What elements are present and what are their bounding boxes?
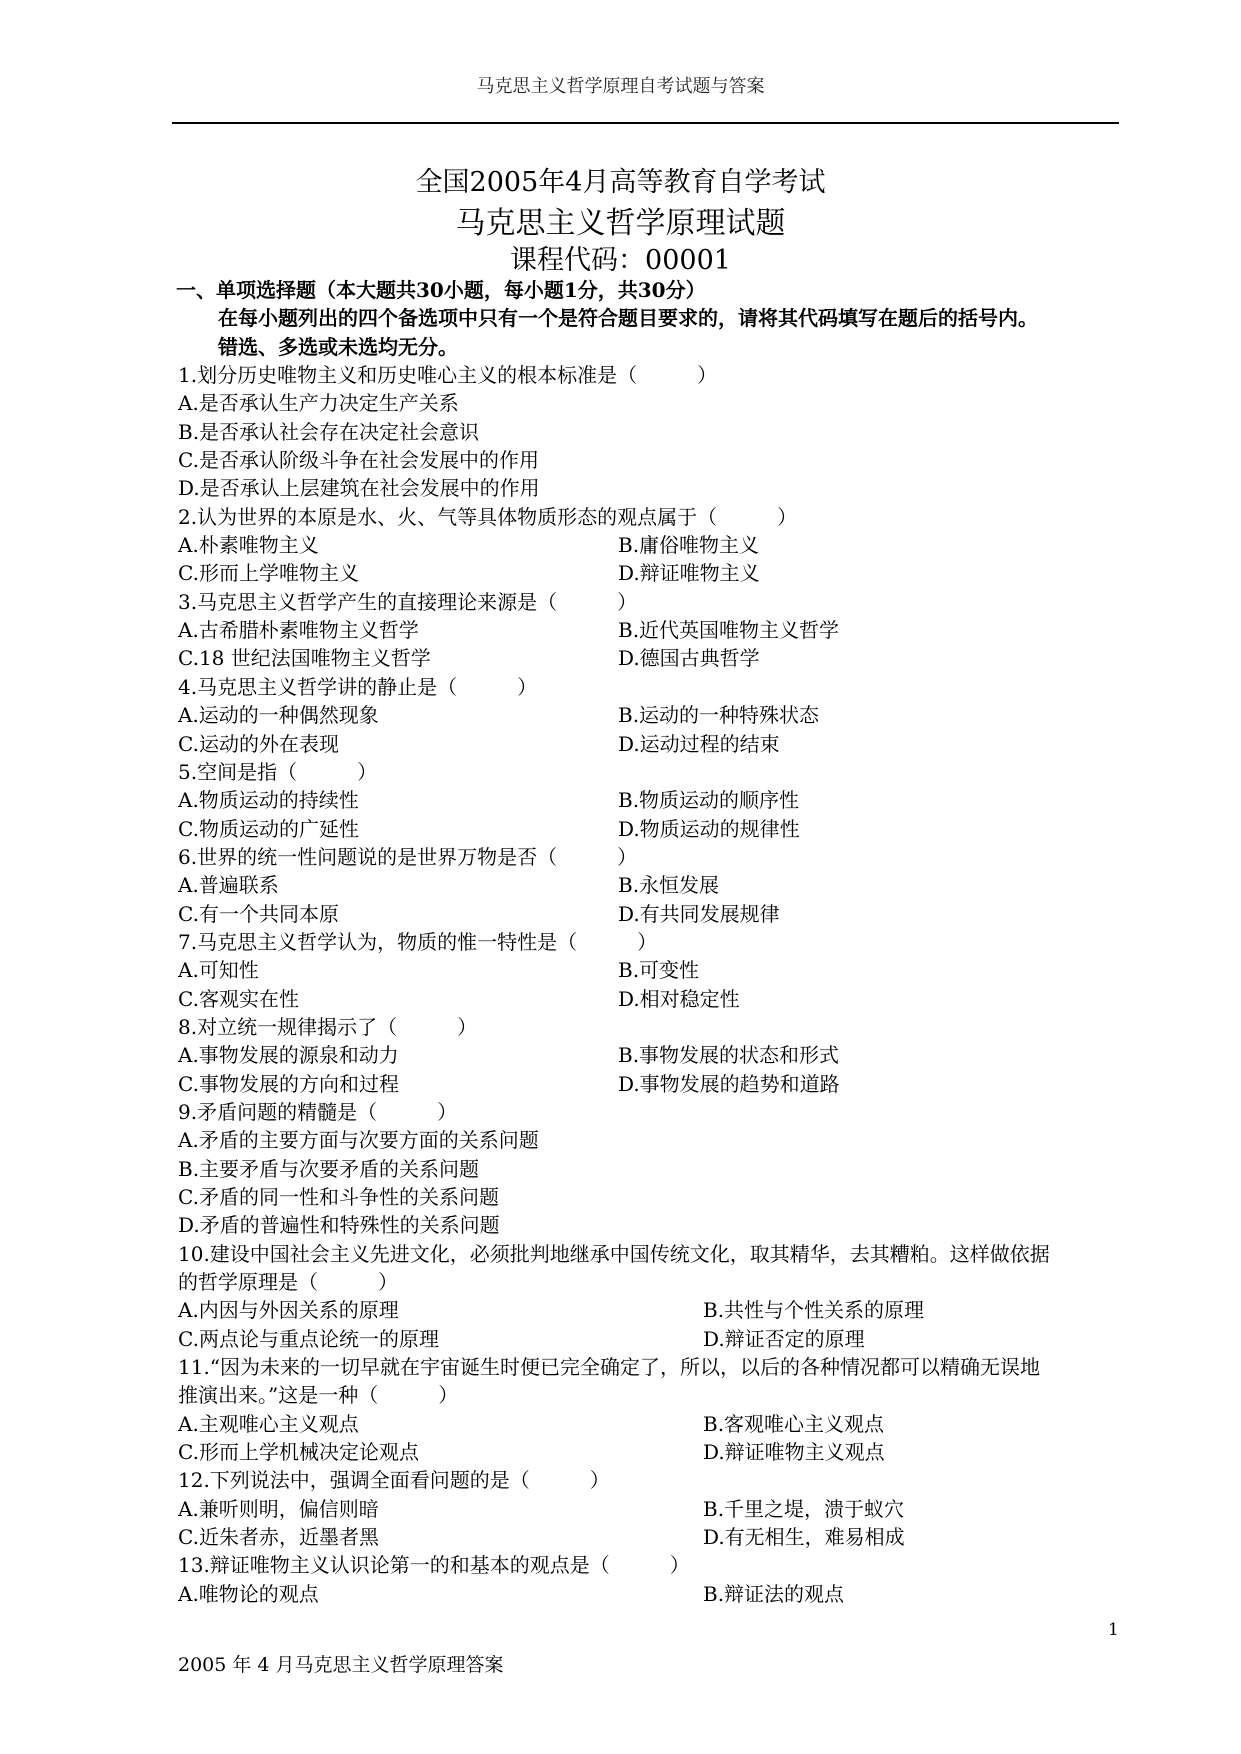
option-row	[178, 1325, 1128, 1353]
page-number: 1	[1108, 1620, 1119, 1640]
option-row	[178, 1580, 1128, 1608]
option-row	[178, 1070, 1128, 1098]
option-row	[178, 701, 1128, 729]
option: A.事物发展的源泉和动力	[178, 1043, 399, 1068]
option: D.是否承认上层建筑在社会发展中的作用	[178, 476, 540, 501]
question-stem: 1.划分历史唯物主义和历史唯心主义的根本标准是（ ）	[178, 363, 718, 388]
option: A.可知性	[178, 958, 259, 983]
subject-title: 马克思主义哲学原理试题	[455, 206, 786, 241]
option: C.事物发展的方向和过程	[178, 1071, 399, 1096]
option: D.物质运动的规律性	[618, 816, 800, 841]
option: B.客观唯心主义观点	[703, 1411, 885, 1436]
option: D.事物发展的趋势和道路	[618, 1071, 840, 1096]
option-row	[178, 786, 1128, 814]
option: B.可变性	[618, 958, 700, 983]
option: B.近代英国唯物主义哲学	[618, 618, 840, 643]
option: D.德国古典哲学	[618, 646, 760, 671]
option-row	[178, 730, 1128, 758]
option: B.庸俗唯物主义	[618, 533, 760, 558]
option: A.内因与外因关系的原理	[178, 1298, 399, 1323]
question-stem: 6.世界的统一性问题说的是世界万物是否（ ）	[178, 844, 638, 869]
option-row	[178, 1523, 1128, 1551]
option: A.普遍联系	[178, 873, 279, 898]
section-instruction: 错选、多选或未选均无分。	[218, 334, 458, 359]
option: C.矛盾的同一性和斗争性的关系问题	[178, 1185, 499, 1209]
option-row	[178, 815, 1128, 843]
option: D.运动过程的结束	[618, 731, 780, 756]
option-row	[178, 1495, 1128, 1523]
option-row	[178, 900, 1128, 928]
question-stem-cont: 推演出来。”这是一种（ ）	[178, 1383, 459, 1408]
option: A.古希腊朴素唯物主义哲学	[178, 618, 419, 643]
option: D.相对稳定性	[618, 986, 740, 1011]
option-row	[178, 1041, 1128, 1069]
option: A.是否承认生产力决定生产关系	[178, 391, 459, 416]
course-code: 课程代码：00001	[510, 245, 731, 276]
option-row	[178, 985, 1128, 1013]
option: A.运动的一种偶然现象	[178, 703, 379, 728]
option: D.辩证否定的原理	[703, 1326, 865, 1351]
option: A.唯物论的观点	[178, 1581, 319, 1606]
question-stem: 12.下列说法中，强调全面看问题的是（ ）	[178, 1468, 610, 1493]
option: A.朴素唯物主义	[178, 533, 319, 558]
option: C.物质运动的广延性	[178, 816, 359, 841]
section-heading: 一、单项选择题（本大题共30小题，每小题1分，共30分）	[176, 278, 706, 302]
option: A.兼听则明，偏信则暗	[178, 1496, 379, 1521]
question-stem: 8.对立统一规律揭示了（ ）	[178, 1014, 478, 1039]
option: B.永恒发展	[618, 873, 720, 898]
option-row	[178, 559, 1128, 587]
question-content	[178, 276, 1128, 1608]
option: C.是否承认阶级斗争在社会发展中的作用	[178, 448, 539, 473]
option: D.辩证唯物主义	[618, 561, 760, 586]
option: C.18 世纪法国唯物主义哲学	[178, 646, 431, 671]
question-stem: 9.矛盾问题的精髓是（ ）	[178, 1099, 458, 1124]
option: B.运动的一种特殊状态	[618, 703, 820, 728]
exam-title: 全国2005年4月高等教育自学考试	[415, 167, 826, 198]
question-stem: 3.马克思主义哲学产生的直接理论来源是（ ）	[178, 589, 638, 614]
option: D.矛盾的普遍性和特殊性的关系问题	[178, 1213, 500, 1238]
section-instruction: 在每小题列出的四个备选项中只有一个是符合题目要求的，请将其代码填写在题后的括号内。	[218, 306, 1038, 331]
running-footer: 2005 年 4 月马克思主义哲学原理答案	[178, 1654, 504, 1676]
option: A.物质运动的持续性	[178, 788, 359, 813]
option: B.辩证法的观点	[703, 1581, 845, 1606]
option-row	[178, 1296, 1128, 1324]
running-header: 马克思主义哲学原理自考试题与答案	[476, 76, 765, 97]
question-stem: 13.辩证唯物主义认识论第一的和基本的观点是（ ）	[178, 1553, 690, 1578]
option: C.形而上学唯物主义	[178, 561, 359, 586]
option: C.形而上学机械决定论观点	[178, 1440, 419, 1465]
question-stem: 7.马克思主义哲学认为，物质的惟一特性是（ ）	[178, 929, 658, 954]
option: B.千里之堤，溃于蚁穴	[703, 1496, 905, 1521]
option: D.有共同发展规律	[618, 901, 780, 926]
option-row	[178, 1410, 1128, 1438]
option: C.两点论与重点论统一的原理	[178, 1326, 439, 1351]
question-stem: 10.建设中国社会主义先进文化，必须批判地继承中国传统文化，取其精华，去其糟粕。这样做依据	[178, 1241, 1050, 1266]
option: B.共性与个性关系的原理	[703, 1298, 925, 1323]
option: A.矛盾的主要方面与次要方面的关系问题	[178, 1128, 539, 1153]
option: B.是否承认社会存在决定社会意识	[178, 419, 480, 444]
option: D.有无相生，难易相成	[703, 1525, 905, 1550]
option-row	[178, 956, 1128, 984]
option: B.事物发展的状态和形式	[618, 1043, 840, 1068]
option-row	[178, 616, 1128, 644]
option: D.辩证唯物主义观点	[703, 1440, 885, 1465]
option-row	[178, 1438, 1128, 1466]
option: C.有一个共同本原	[178, 901, 339, 926]
question-stem: 4.马克思主义哲学讲的静止是（ ）	[178, 674, 538, 699]
option: B.物质运动的顺序性	[618, 788, 800, 813]
question-stem: 5.空间是指（ ）	[178, 759, 378, 784]
option: C.客观实在性	[178, 986, 299, 1011]
option-row	[178, 531, 1128, 559]
question-stem: 2.认为世界的本原是水、火、气等具体物质形态的观点属于（ ）	[178, 504, 798, 529]
option-row	[178, 871, 1128, 899]
option: C.运动的外在表现	[178, 731, 339, 756]
header-rule	[172, 122, 1119, 124]
option: C.近朱者赤，近墨者黑	[178, 1525, 379, 1550]
question-stem: 11.“因为未来的一切早就在宇宙诞生时便已完全确定了，所以，以后的各种情况都可以精确无误地	[178, 1355, 1041, 1380]
option: B.主要矛盾与次要矛盾的关系问题	[178, 1156, 480, 1181]
option: A.主观唯心主义观点	[178, 1411, 359, 1436]
question-stem-cont: 的哲学原理是（ ）	[178, 1270, 398, 1295]
option-row	[178, 644, 1128, 672]
